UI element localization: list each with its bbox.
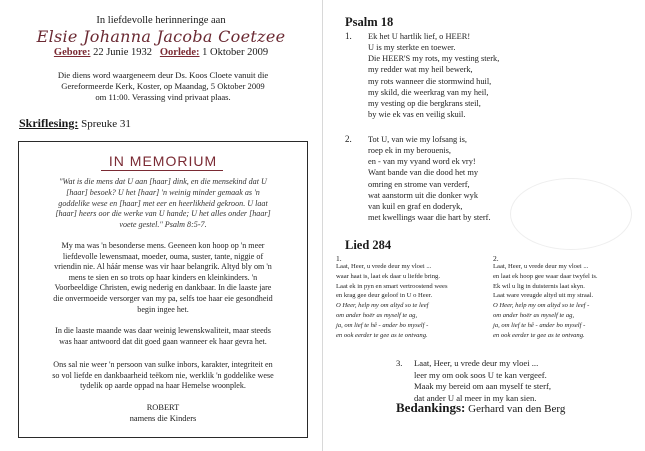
refrain-line: om ander hoër as myself te ag,: [493, 311, 575, 319]
psalm-verse-1: [368, 31, 568, 120]
verse-line: my vesting op die bergkrans steil,: [368, 98, 481, 108]
died-date: 1 Oktober 2009: [202, 47, 269, 58]
verse-line: Die HEER'S my rots, my vesting sterk,: [368, 54, 500, 64]
lied-verse-1: [336, 262, 488, 340]
verse-line: van kuil en graf en doderyk,: [368, 201, 463, 211]
quote-line: [haar] besoek? U het [haar] 'n weinig minder gemaak as 'n: [66, 187, 260, 197]
paragraph-line: liefdevolle lewensmaat, moeder, ouma, suster, tante, niggie of: [62, 251, 264, 261]
verse-line: leer my om ook soos U te kan vergeef.: [414, 369, 547, 380]
refrain-line: en ook eerder te gee as te ontvang.: [336, 331, 428, 339]
paragraph-line: die onvermoeide versorger van my pa, selfs toe haar eie gesondheid: [53, 293, 273, 303]
psalm-verse-2: [368, 134, 568, 223]
reading-text: Spreuke 31: [81, 118, 131, 130]
paragraph-line: Voorbeeldige Christen, ewig nederig en dankbaar. In die laaste jare: [54, 283, 272, 293]
paragraph-line: mens te sien en so trots op haar kinders en kleinkinders. 'n: [68, 272, 258, 282]
memoriam-title: IN MEMORIUM: [108, 153, 218, 169]
verse-line: en krag gee deur geloof in U o Heer.: [336, 292, 433, 300]
verse-line: Ek het U hartlik lief, o HEER!: [368, 32, 471, 41]
verse-line: omring en strome van verderf,: [368, 179, 470, 189]
dates-line: [0, 47, 322, 58]
verse-line: Laat, Heer, u vrede deur my vloei ...: [336, 263, 432, 270]
verse-line: my skild, die weerkrag van my heil,: [368, 87, 489, 97]
born-date: 22 Junie 1932: [93, 47, 152, 58]
paragraph-line: In die laaste maande was daar weinig lewenskwaliteit, maar steeds: [55, 326, 271, 335]
deceased-name: Elsie Johanna Jacoba Coetzee: [36, 27, 286, 46]
psalm-verse-number: 1.: [345, 31, 352, 41]
service-info: [38, 70, 288, 104]
paragraph-line: begin ingee het.: [137, 304, 189, 314]
paragraph-line: My ma was 'n besonderse mens. Geeneen kon hoop op 'n meer: [61, 241, 265, 250]
page-fold-divider: [322, 0, 323, 451]
verse-line: Maak my bereid om aan myself te sterf,: [414, 381, 551, 392]
signature-note: namens die Kinders: [129, 413, 197, 423]
reading-label: Skriflesing:: [19, 116, 79, 130]
memoriam-paragraph-3: [28, 360, 298, 392]
lied-verse-number: 3.: [396, 358, 403, 368]
psalm-title: Psalm 18: [345, 15, 394, 29]
verse-line: Tot U, van wie my lofsang is,: [368, 135, 467, 144]
paragraph-line: tydelik op aarde oppad na haar Hemelse woonplek.: [80, 381, 246, 391]
memoriam-paragraph-2: [28, 326, 298, 347]
service-line: Gereformeerde Kerk, Koster, op Maandag, 5 Oktober 2009: [61, 81, 265, 92]
verse-line: Want bande van die dood het my: [368, 168, 479, 178]
quote-line: "Wat is die mens dat U aan [haar] dink, en die mensekind dat U: [59, 177, 267, 186]
verse-line: wat aanstorm uit die donker wyk: [368, 190, 479, 200]
refrain-line: ja, om lief te hê - ander bo myself -: [336, 321, 429, 329]
verse-line: en - van my vyand word ek vry!: [368, 157, 476, 167]
verse-line: roep ek in my berouenis,: [368, 146, 452, 156]
verse-line: U is my sterkte en toewer.: [368, 43, 456, 53]
signature-name: ROBERT: [146, 403, 180, 412]
born-label: Gebore:: [53, 47, 91, 58]
refrain-line: om ander hoër as myself te ag,: [336, 311, 418, 319]
paragraph-line: vriendin nie. Al háár mense was vir haar belangrik. Altyd bly om 'n: [54, 262, 272, 272]
verse-line: my rots wanneer die stormwind huil,: [368, 76, 492, 86]
lied-title: Lied 284: [345, 238, 392, 252]
refrain-line: O Heer, help my om altyd so te leef -: [493, 302, 590, 310]
memoriam-paragraph-1: [28, 241, 298, 315]
thanks-label: Bedankings:: [396, 400, 466, 415]
lied-verse-3: [414, 358, 614, 404]
lied-verse-2: [493, 262, 645, 340]
paragraph-line: Ons sal nie weer 'n persoon van sulke inbors, karakter, integriteit en: [53, 360, 273, 369]
paragraph-line: so vol liefde en dankbaarheid teëkom nie, werklik 'n goddelike wese: [52, 370, 274, 380]
scripture-reading: [19, 116, 131, 131]
verse-line: Laat, Heer, u vrede deur my vloei ...: [414, 358, 539, 368]
died-label: Oorlede:: [159, 47, 200, 58]
memoriam-signature: [18, 403, 308, 424]
verse-line: my redder wat my heil bewerk,: [368, 65, 473, 75]
refrain-line: ja, om lief te hê - ander bo myself -: [493, 321, 586, 329]
verse-line: Laat ek in pyn en smart vertroostend wees: [336, 282, 448, 290]
verse-line: Laat, Heer, u vrede deur my vloei ...: [493, 263, 589, 270]
verse-line: waar haat is, laat ek daar u liefde bring.: [336, 272, 440, 280]
verse-line: en laat ek hoop gee waar daar twyfel is.: [493, 272, 598, 280]
quote-line: [haar] heers oor die werke van U hande; U het alles onder [haar]: [55, 209, 271, 219]
psalm-verse-number: 2.: [345, 134, 352, 144]
acknowledgements: [396, 400, 565, 416]
thanks-name: Gerhard van den Berg: [468, 403, 566, 415]
memoriam-title-underline: [101, 170, 223, 171]
lied-verse-number: 1.: [336, 254, 342, 263]
memoriam-quote: [28, 177, 298, 231]
verse-line: Laat ware vreugde altyd uit my straal.: [493, 292, 594, 300]
quote-line: voete gestel." Psalm 8:5-7.: [119, 220, 207, 230]
verse-line: Ek wil u lig in duisternis laat skyn.: [493, 282, 585, 290]
service-line: om 11:00. Verassing vind privaat plaas.: [95, 92, 231, 103]
refrain-line: en ook eerder te gee as te ontvang.: [493, 331, 585, 339]
verse-line: by wie ek vas en veilig skuil.: [368, 110, 466, 120]
intro-text: In liefdevolle herinneringe aan: [96, 15, 226, 26]
service-line: Die diens word waargeneem deur Ds. Koos Cloete vanuit die: [57, 70, 269, 80]
quote-line: goddelike wese en [haar] met eer en heerlikheid gekroon. U laat: [58, 198, 268, 208]
refrain-line: O Heer, help my om altyd so te leef: [336, 302, 429, 310]
verse-line: dat ander U al meer in my kan sien.: [414, 392, 537, 403]
lied-verse-number: 2.: [493, 254, 499, 263]
paragraph-line: was haar antwoord dat dit goed gaan wanneer ek haar gevra het.: [59, 336, 267, 346]
verse-line: met kwellings waar die hart by sterf.: [368, 213, 491, 223]
